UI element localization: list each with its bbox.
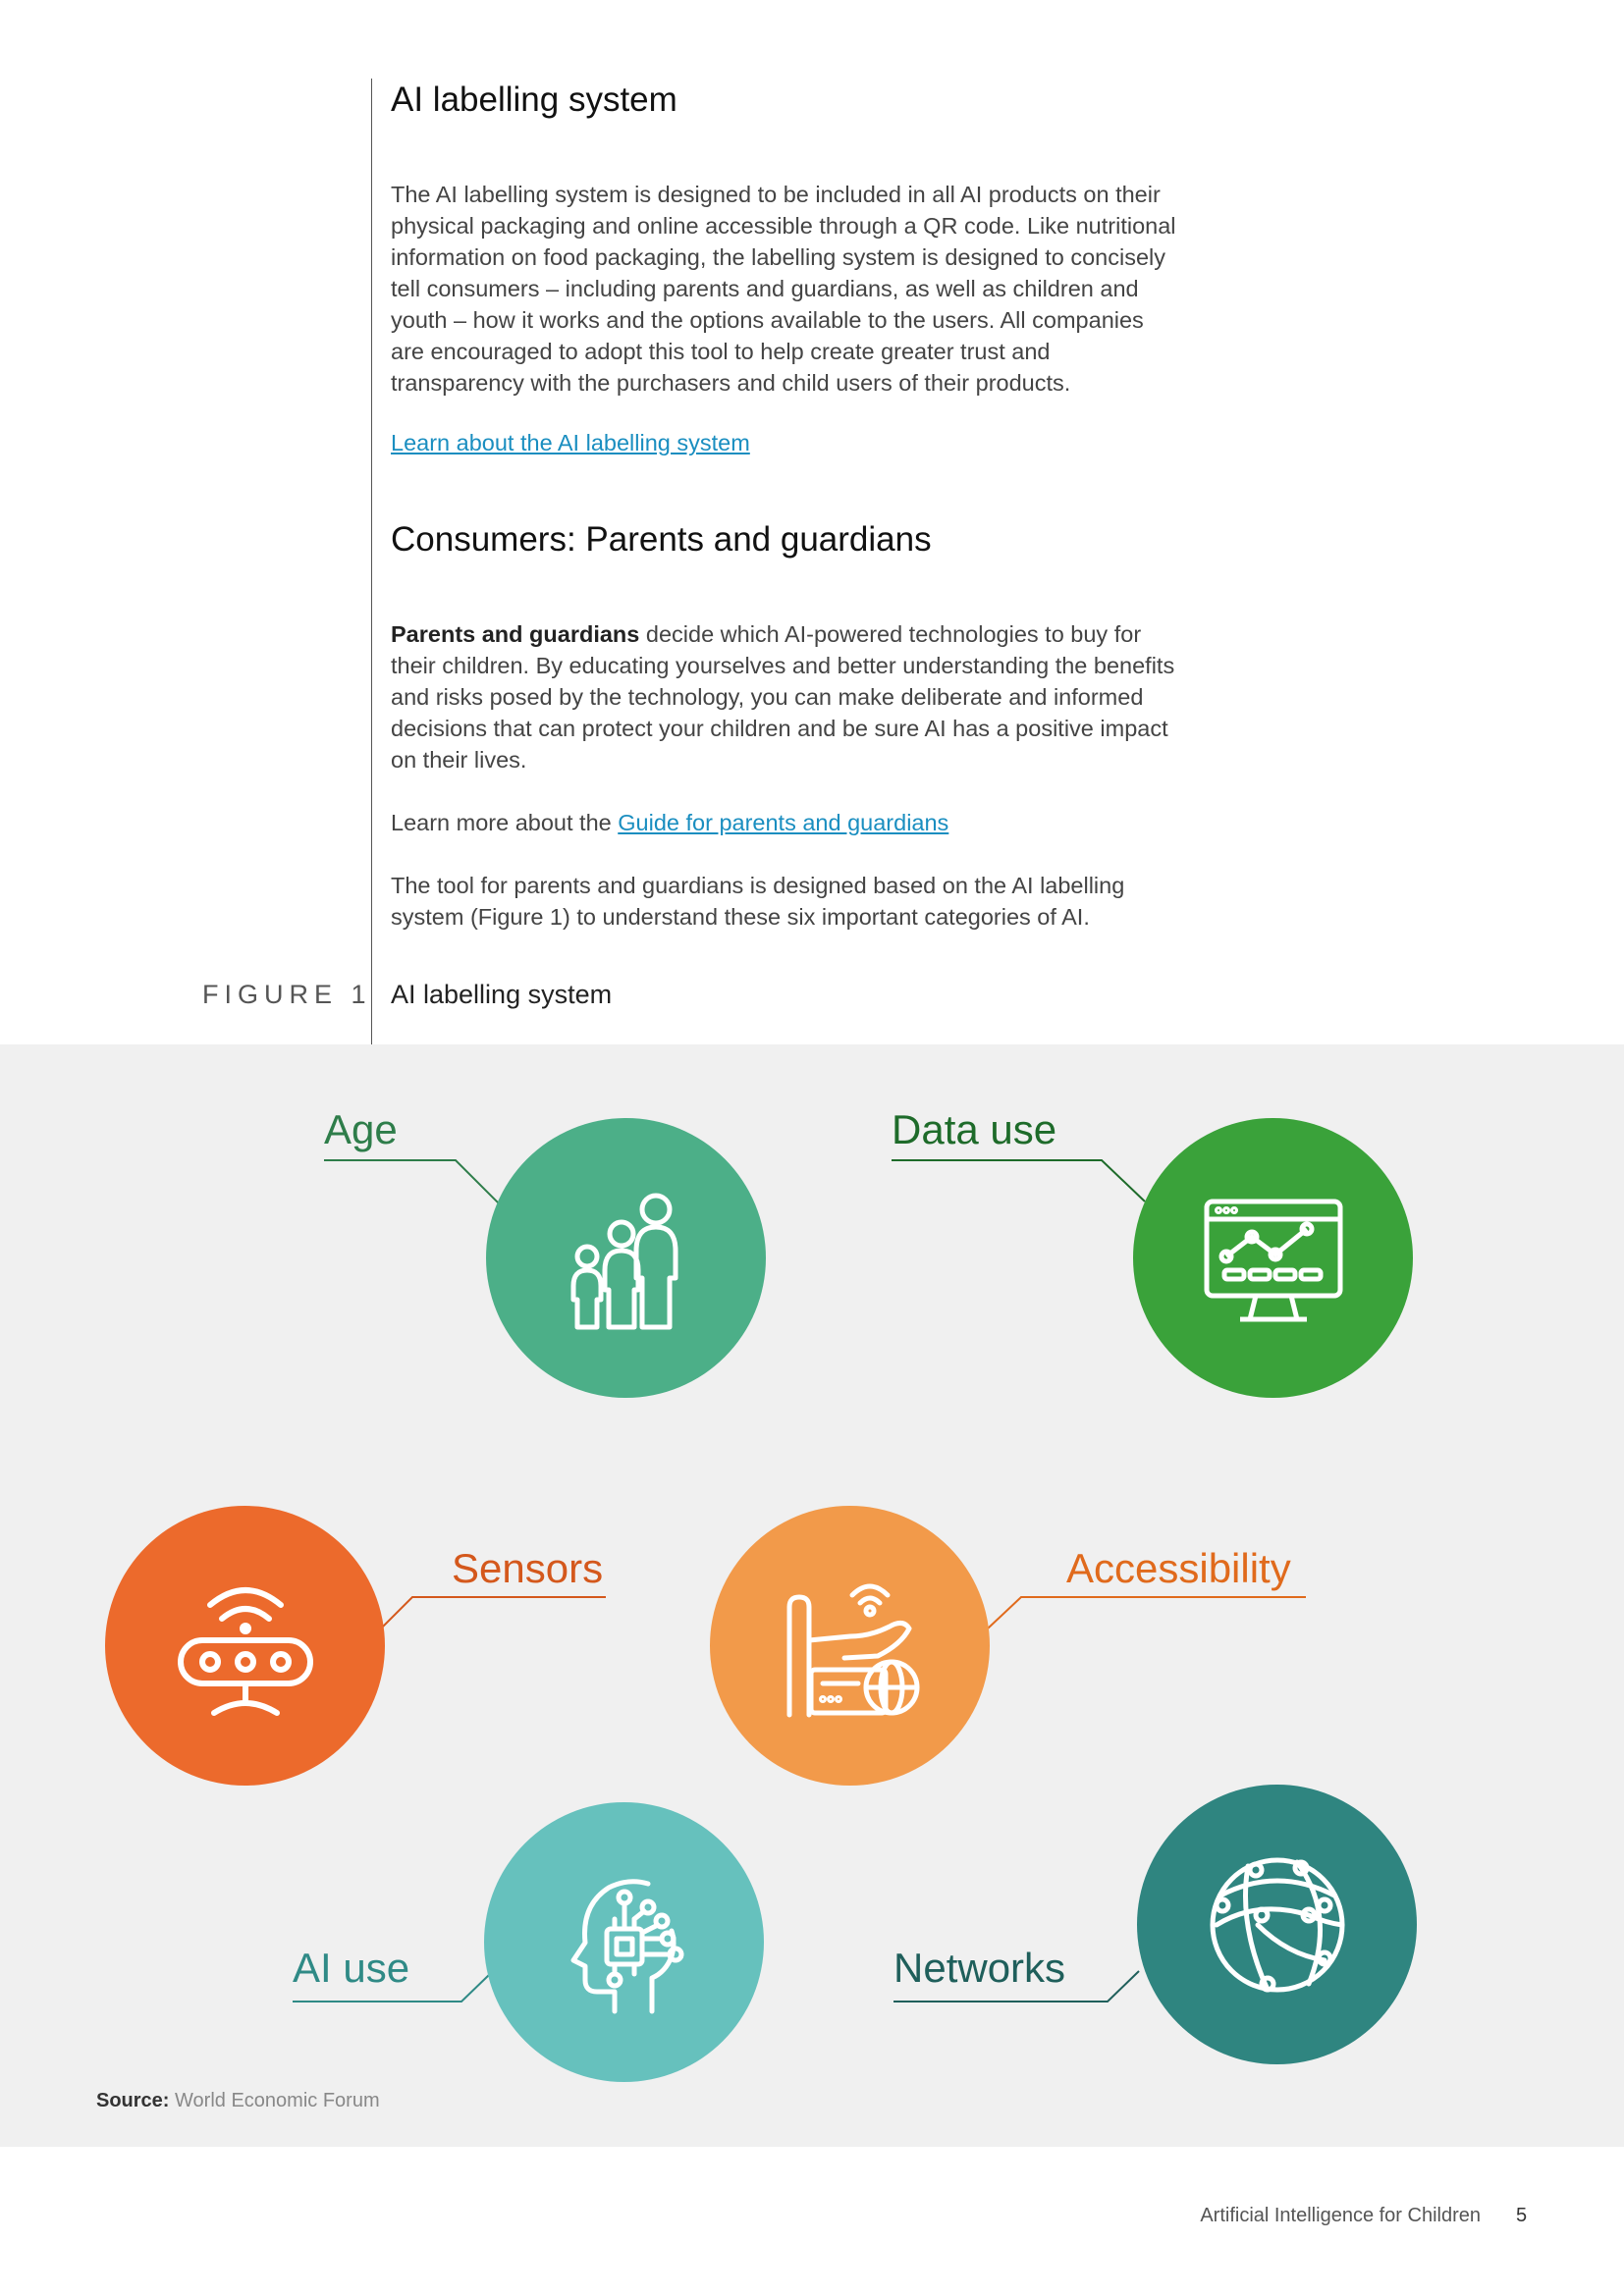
- category-sensors: [105, 1506, 385, 1786]
- section-heading-ai-labelling: AI labelling system: [391, 80, 677, 119]
- source-label: Source:: [96, 2090, 170, 2111]
- category-label-sensors: Sensors: [452, 1545, 604, 1591]
- ai-labelling-paragraph: The AI labelling system is designed to be included in all AI products on their physical packaging and online accessible through a QR code. Like nutritional information on food packaging, the labelling system is designed to concisely tell consumers – including parents and guardians, as well as children and youth – how it works and the options available to the users. All companies are encouraged to adopt this tool to help create greater trust and transparency with the purchasers and child users of their products.: [391, 182, 1176, 396]
- category-label-data-use: Data use: [892, 1106, 1057, 1152]
- network-globe-icon: [1199, 1846, 1356, 2003]
- section-heading-consumers: Consumers: Parents and guardians: [391, 520, 932, 559]
- guide-link[interactable]: Guide for parents and guardians: [618, 810, 949, 835]
- category-data-use: [1133, 1118, 1413, 1398]
- parents-bold-lead: Parents and guardians: [391, 621, 640, 647]
- category-accessibility: [710, 1506, 990, 1786]
- ai-labelling-link-paragraph: [391, 427, 1176, 458]
- figure-title: AI labelling system: [391, 980, 613, 1009]
- category-label-age: Age: [324, 1106, 398, 1152]
- accessibility-hand-globe-icon: [772, 1568, 929, 1725]
- footer-document-title: Artificial Intelligence for Children: [1200, 2205, 1481, 2226]
- family-icon: [548, 1180, 705, 1337]
- category-label-accessibility: Accessibility: [1066, 1545, 1291, 1591]
- category-ai-use: [484, 1802, 764, 2082]
- guide-prefix: Learn more about the: [391, 810, 619, 835]
- tool-paragraph: The tool for parents and guardians is designed based on the AI labelling system (Figure 1) to understand these six important categories of AI.: [391, 873, 1125, 930]
- ai-head-chip-icon: [546, 1864, 703, 2021]
- footer-page-number: 5: [1516, 2205, 1528, 2226]
- source-text: World Economic Forum: [169, 2090, 380, 2111]
- margin-rule: [371, 79, 372, 1044]
- figure-source: [96, 2090, 380, 2112]
- category-age: [486, 1118, 766, 1398]
- guide-paragraph: [391, 807, 1176, 838]
- category-label-ai-use: AI use: [293, 1945, 410, 1991]
- figure-label: FIGURE 1: [202, 980, 372, 1009]
- parents-paragraph-text: decide which AI-powered technologies to buy for their children. By educating yourselves and better understanding the benefits and risks posed by the technology, you can make deliberate and informed decisions that can protect your children and be sure AI has a positive impact on their lives.: [391, 621, 1175, 773]
- figure-panel: [0, 1044, 1624, 2147]
- ai-labelling-link[interactable]: Learn about the AI labelling system: [391, 430, 750, 455]
- category-label-networks: Networks: [893, 1945, 1066, 1991]
- sensor-device-icon: [167, 1568, 324, 1725]
- parents-paragraph: [391, 618, 1176, 775]
- category-networks: [1137, 1785, 1417, 2064]
- monitor-chart-icon: [1195, 1180, 1352, 1337]
